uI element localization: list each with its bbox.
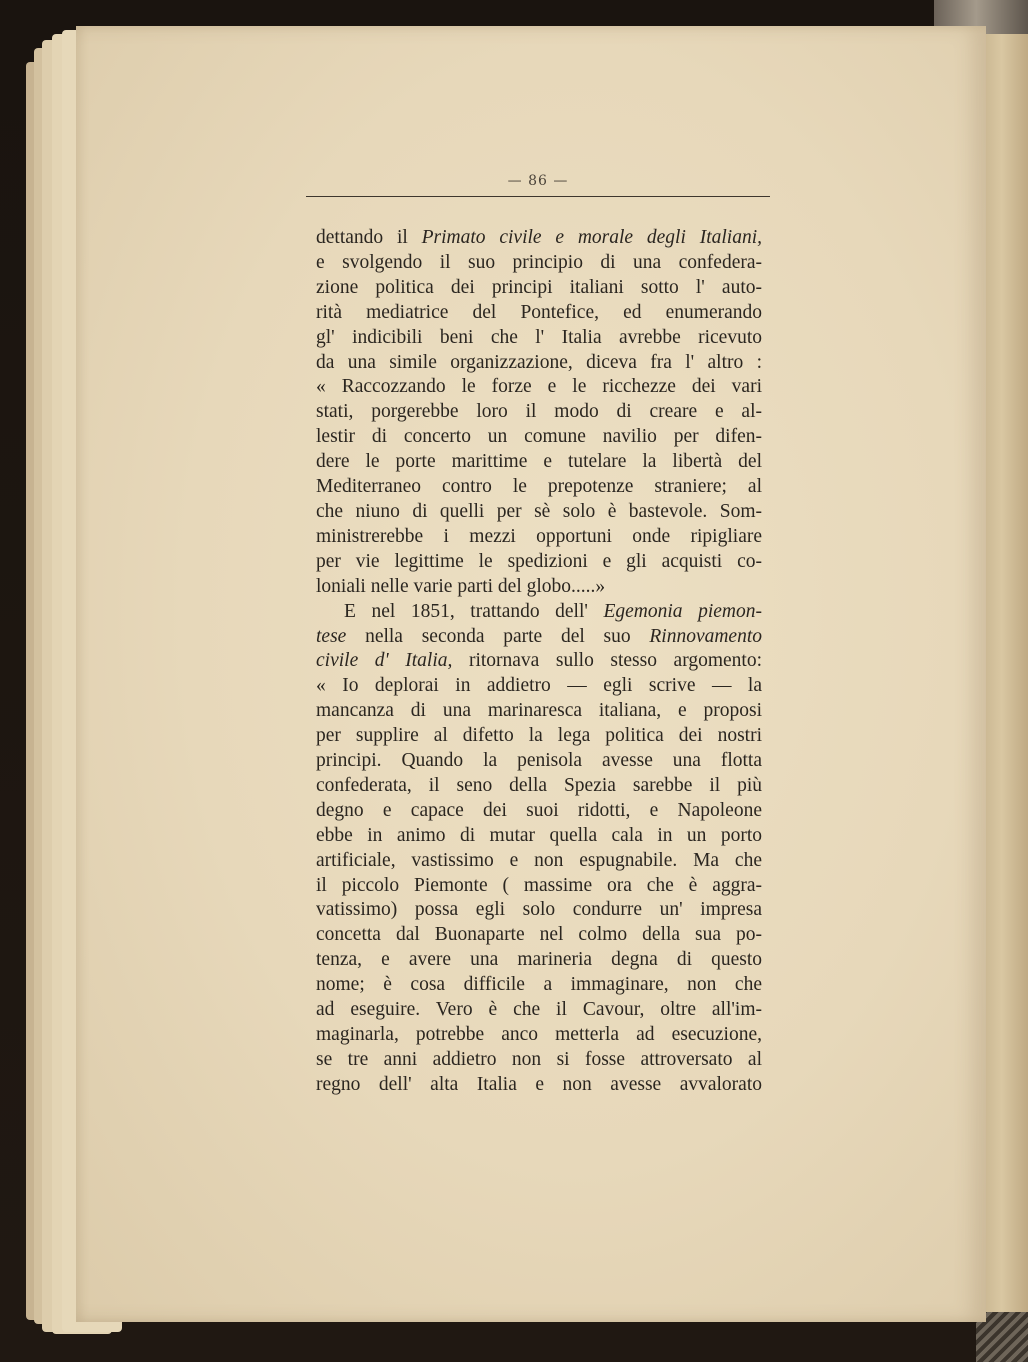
text-run: lestir di concerto un comune navilio per difen- bbox=[316, 426, 762, 448]
running-header bbox=[306, 172, 770, 190]
italic-title: tese bbox=[316, 625, 347, 647]
text-run: ministrerebbe i mezzi opportuni onde ripigliare bbox=[316, 525, 762, 547]
text-run: regno dell' alta Italia e non avesse avvalorato bbox=[316, 1073, 762, 1095]
text-run: principi. Quando la penisola avesse una flotta bbox=[316, 750, 762, 772]
text-line bbox=[316, 500, 762, 525]
text-line bbox=[316, 749, 762, 774]
text-run: mancanza di una marinaresca italiana, e proposi bbox=[316, 700, 762, 722]
text-run: « Raccozzando le forze e le ricchezze dei vari bbox=[316, 376, 762, 398]
text-run: ritornava sullo stesso argomento: bbox=[452, 650, 762, 672]
text-line bbox=[316, 1023, 762, 1048]
text-line bbox=[316, 724, 762, 749]
text-run: Mediterraneo contro le prepotenze straniere; al bbox=[316, 476, 762, 498]
text-line bbox=[316, 400, 762, 425]
text-line bbox=[316, 425, 762, 450]
text-run: zione politica dei principi italiani sotto l' auto- bbox=[316, 276, 762, 298]
text-run: artificiale, vastissimo e non espugnabile. Ma che bbox=[316, 849, 762, 871]
header-rule bbox=[306, 196, 770, 197]
text-run: il piccolo Piemonte ( massime ora che è aggra- bbox=[316, 874, 762, 896]
text-run: E nel 1851, trattando dell' bbox=[344, 600, 604, 622]
text-run: loniali nelle varie parti del globo.....» bbox=[316, 575, 606, 597]
text-line bbox=[316, 998, 762, 1023]
text-line bbox=[316, 226, 762, 251]
text-line bbox=[316, 1048, 762, 1073]
text-line bbox=[316, 1073, 762, 1098]
text-line bbox=[316, 874, 762, 899]
facing-page-edge bbox=[984, 24, 1028, 1324]
text-run: confederata, il seno della Spezia sarebbe il più bbox=[316, 774, 762, 796]
text-run: che niuno di quelli per sè solo è bastevole. Som- bbox=[316, 500, 762, 522]
body-text bbox=[316, 226, 762, 1098]
text-run: e svolgendo il suo principio di una confedera- bbox=[316, 251, 762, 273]
text-line bbox=[316, 450, 762, 475]
italic-title: Egemonia piemon- bbox=[603, 600, 763, 622]
text-run: ad eseguire. Vero è che il Cavour, oltre all'im- bbox=[316, 999, 762, 1021]
text-line bbox=[316, 375, 762, 400]
italic-title: civile d' Italia, bbox=[316, 650, 453, 672]
italic-title: Primato civile e morale degli Italiani, bbox=[421, 227, 762, 248]
text-run: dettando il bbox=[316, 227, 422, 248]
text-run: dere le porte marittime e tutelare la libertà del bbox=[316, 451, 762, 473]
text-line bbox=[316, 525, 762, 550]
text-line bbox=[316, 326, 762, 351]
text-run: per vie legittime le spedizioni e gli acquisti co- bbox=[316, 550, 762, 572]
italic-title: Rinnovamento bbox=[649, 625, 762, 647]
page-number: — 86 — bbox=[507, 173, 569, 189]
text-line bbox=[316, 625, 762, 650]
text-line bbox=[316, 575, 762, 600]
text-run: ebbe in animo di mutar quella cala in un porto bbox=[316, 824, 762, 846]
text-run: degno e capace dei suoi ridotti, e Napoleone bbox=[316, 799, 762, 821]
text-line bbox=[316, 923, 762, 948]
text-run: nella seconda parte del suo bbox=[346, 625, 650, 647]
text-run: maginarla, potrebbe anco metterla ad esecuzione, bbox=[316, 1024, 762, 1045]
text-run: stati, porgerebbe loro il modo di creare e al- bbox=[316, 401, 762, 423]
text-line bbox=[316, 301, 762, 326]
text-line bbox=[316, 276, 762, 301]
text-run: per supplire al difetto la lega politica dei nostri bbox=[316, 725, 762, 747]
text-line bbox=[316, 475, 762, 500]
text-line bbox=[316, 600, 762, 625]
text-run: nome; è cosa difficile a immaginare, non che bbox=[316, 974, 762, 996]
text-line bbox=[316, 251, 762, 276]
text-line bbox=[316, 674, 762, 699]
text-line bbox=[316, 351, 762, 376]
text-run: tenza, e avere una marineria degna di questo bbox=[316, 949, 762, 971]
text-line bbox=[316, 824, 762, 849]
text-run: rità mediatrice del Pontefice, ed enumerando bbox=[316, 301, 762, 323]
text-run: « Io deplorai in addietro — egli scrive — la bbox=[316, 675, 762, 697]
text-line bbox=[316, 774, 762, 799]
text-run: concetta dal Buonaparte nel colmo della sua po- bbox=[316, 924, 762, 946]
text-line bbox=[316, 898, 762, 923]
text-line bbox=[316, 799, 762, 824]
text-line bbox=[316, 849, 762, 874]
text-line bbox=[316, 550, 762, 575]
text-line bbox=[316, 649, 762, 674]
text-run: se tre anni addietro non si fosse attroversato al bbox=[316, 1048, 762, 1070]
text-line bbox=[316, 948, 762, 973]
text-line bbox=[316, 973, 762, 998]
text-run: vatissimo) possa egli solo condurre un' impresa bbox=[316, 899, 762, 921]
text-run: gl' indicibili beni che l' Italia avrebbe ricevuto bbox=[316, 326, 762, 348]
text-run: da una simile organizzazione, diceva fra l' altro : bbox=[316, 351, 762, 373]
text-line bbox=[316, 699, 762, 724]
